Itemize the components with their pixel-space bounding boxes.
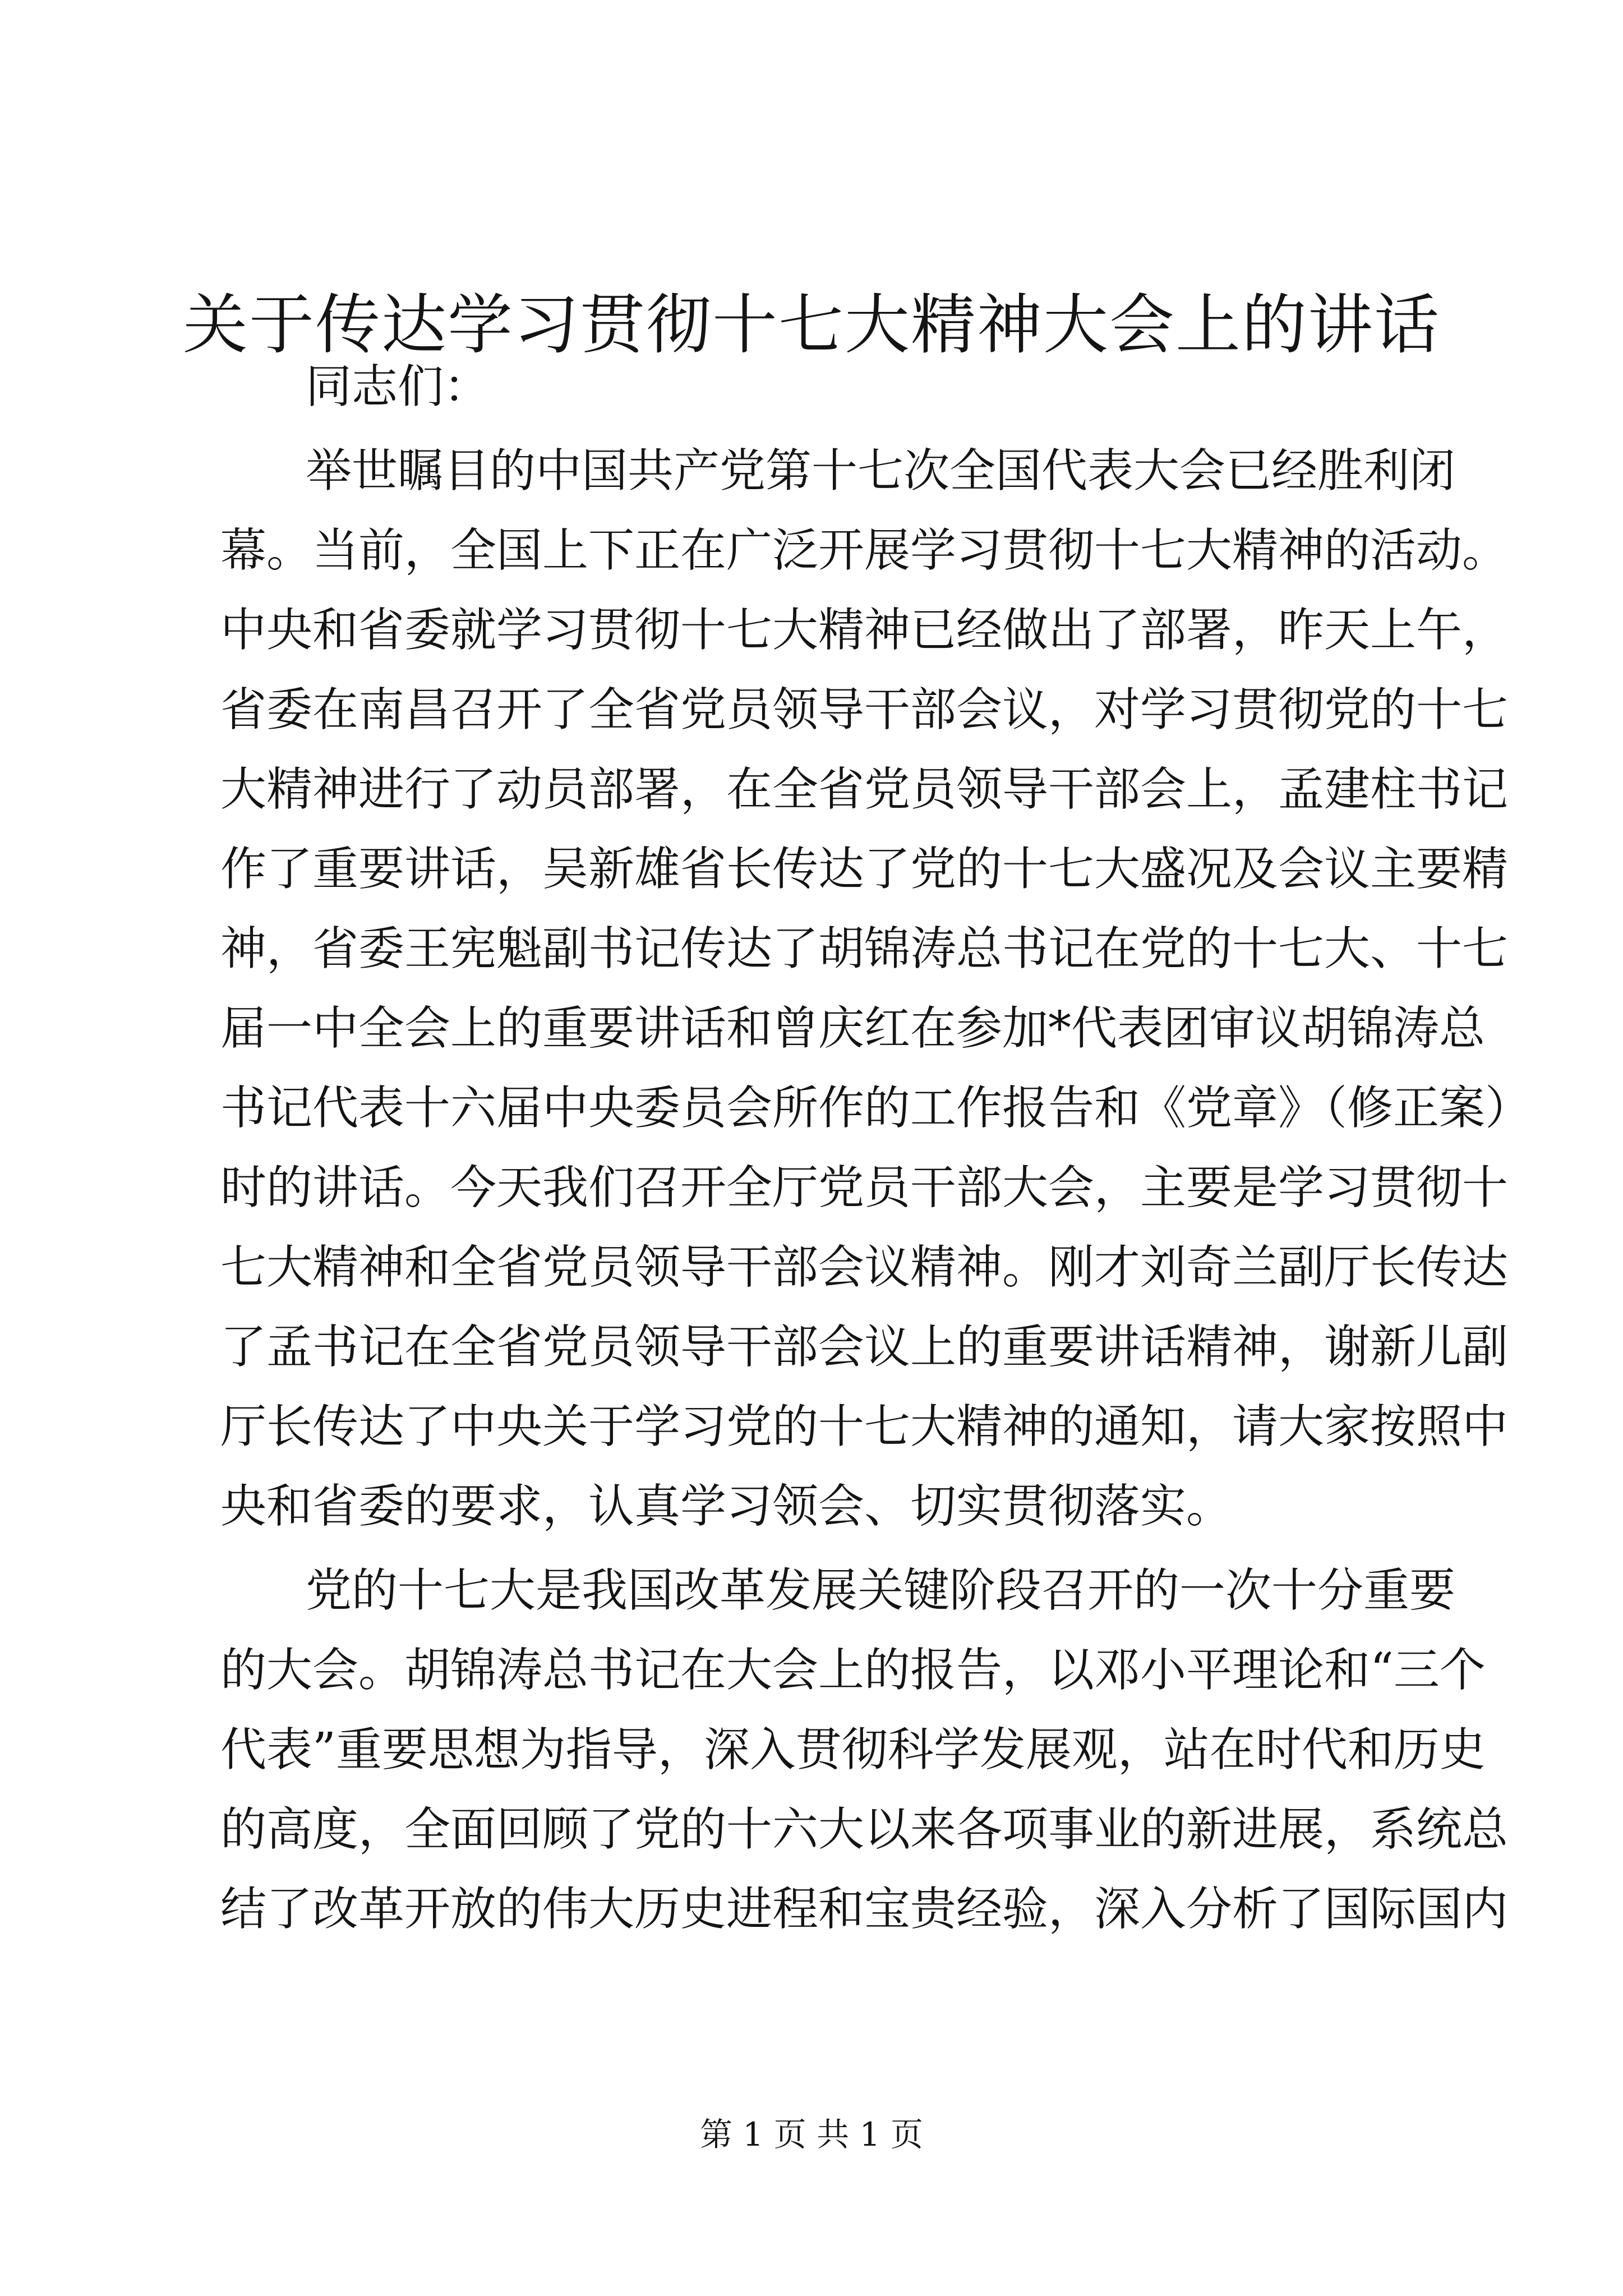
paragraph-1-line: 大精神进行了动员部署，在全省党员领导干部会上，孟建柱书记 — [220, 763, 1509, 816]
paragraph-1-line: 了孟书记在全省党员领导干部会议上的重要讲话精神，谢新儿副 — [220, 1320, 1509, 1374]
paragraph-1-line: 幕。当前，全国上下正在广泛开展学习贯彻十七大精神的活动。 — [220, 524, 1509, 577]
paragraph-1-line: 省委在南昌召开了全省党员领导干部会议，对学习贯彻党的十七 — [220, 683, 1509, 737]
paragraph-1-line: 七大精神和全省党员领导干部会议精神。刚才刘奇兰副厅长传达 — [220, 1241, 1509, 1294]
paragraph-2-line: 的高度，全面回顾了党的十六大以来各项事业的新进展，系统总 — [220, 1803, 1509, 1856]
paragraph-2-line: 的大会。胡锦涛总书记在大会上的报告，以邓小平理论和“三个 — [220, 1644, 1486, 1697]
paragraph-1-line: 中央和省委就学习贯彻十七大精神已经做出了部署，昨天上午， — [220, 604, 1509, 657]
paragraph-1-line: 作了重要讲话，吴新雄省长传达了党的十七大盛况及会议主要精 — [220, 843, 1509, 896]
paragraph-1-line: 届一中全会上的重要讲话和曾庆红在参加*代表团审议胡锦涛总 — [220, 1002, 1486, 1055]
paragraph-1-line: 厅长传达了中央关于学习党的十七大精神的通知，请大家按照中 — [220, 1400, 1509, 1453]
paragraph-1-line: 时的讲话。今天我们召开全厅党员干部大会，主要是学习贯彻十 — [220, 1161, 1509, 1214]
paragraph-2-line: 结了改革开放的伟大历史进程和宝贵经验，深入分析了国际国内 — [220, 1883, 1509, 1936]
paragraph-2-line: 党的十七大是我国改革发展关键阶段召开的一次十分重要 — [306, 1564, 1456, 1617]
paragraph-2-line: 代表”重要思想为指导，深入贯彻科学发展观，站在时代和历史 — [220, 1723, 1486, 1777]
paragraph-1-line: 神，省委王宪魁副书记传达了胡锦涛总书记在党的十七大、十七 — [220, 922, 1509, 976]
greeting-line: 同志们： — [306, 360, 490, 413]
paragraph-1-line: 举世瞩目的中国共产党第十七次全国代表大会已经胜利闭 — [306, 444, 1456, 498]
paragraph-1-line: 书记代表十六届中央委员会所作的工作报告和《党章》（修正案） — [220, 1082, 1532, 1135]
paragraph-1-line: 央和省委的要求，认真学习领会、切实贯彻落实。 — [220, 1480, 1233, 1533]
page-footer: 第 1 页 共 1 页 — [700, 2115, 923, 2154]
document-title: 关于传达学习贯彻十七大精神大会上的讲话 — [183, 287, 1440, 363]
